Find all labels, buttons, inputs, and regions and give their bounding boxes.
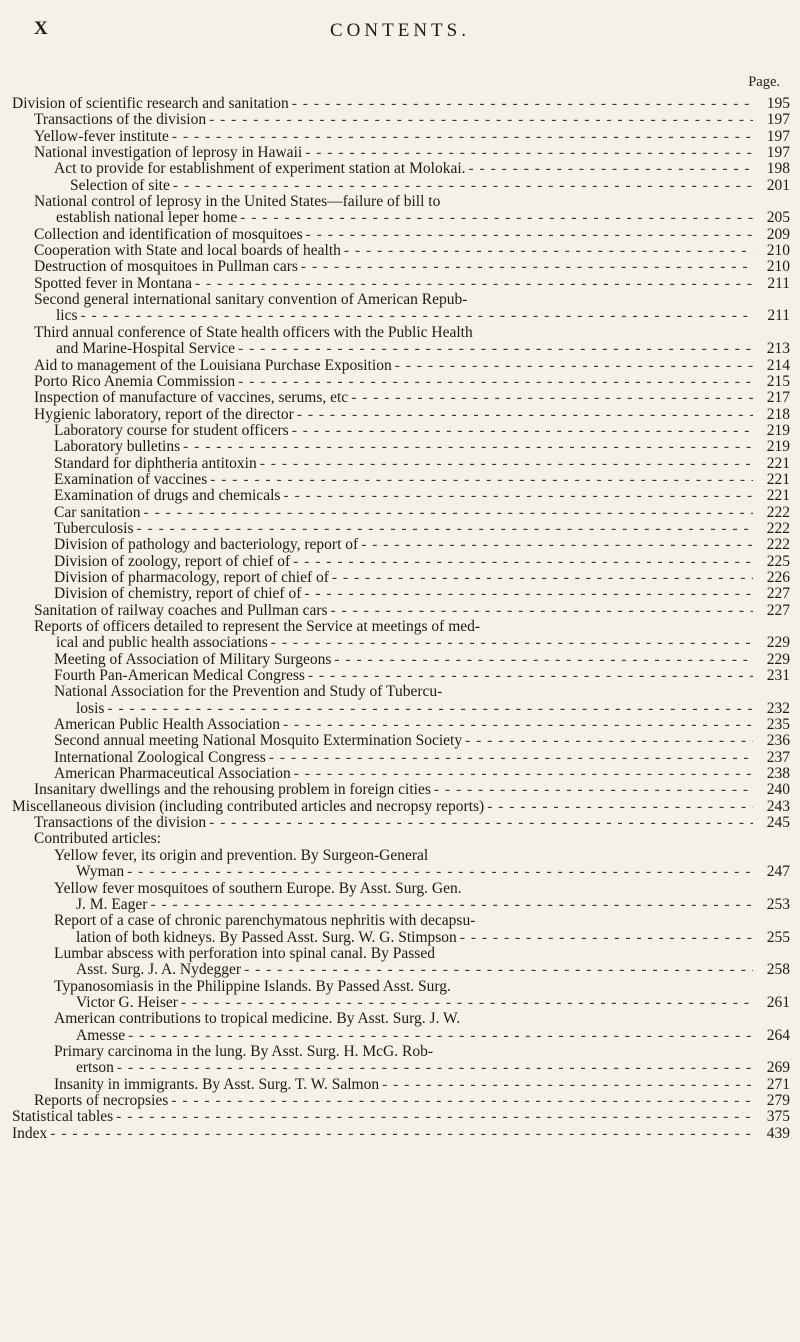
toc-line — [12, 897, 790, 913]
toc-line — [12, 341, 790, 357]
toc-page-number: 279 — [766, 1091, 790, 1109]
toc-entry — [12, 1077, 790, 1093]
toc-page-number: 240 — [766, 781, 790, 799]
toc-line — [12, 586, 790, 602]
toc-entry-title: Reports of necropsies — [34, 1091, 169, 1109]
dot-leader — [116, 1109, 753, 1125]
toc-entry-title: lics — [56, 307, 78, 325]
toc-entry — [12, 390, 790, 406]
toc-page-number: 222 — [766, 536, 790, 554]
toc-line — [12, 456, 790, 472]
toc-page-number: 232 — [766, 699, 790, 717]
toc-entry — [12, 358, 790, 374]
dot-leader — [361, 537, 753, 553]
toc-page-number: 253 — [766, 895, 790, 913]
dot-leader — [209, 815, 753, 831]
toc-page-number: 211 — [767, 307, 790, 325]
toc-entry — [12, 537, 790, 553]
dot-leader — [294, 766, 753, 782]
toc-line — [12, 1126, 790, 1142]
toc-entry-title: Porto Rico Anemia Commission — [34, 372, 236, 390]
toc-page-number: 375 — [766, 1108, 790, 1126]
toc-page-number: 201 — [766, 176, 790, 194]
toc-entry — [12, 1109, 790, 1125]
toc-entry-title: Tuberculosis — [54, 519, 134, 537]
toc-entry-title: Meeting of Association of Military Surgeons — [54, 650, 332, 668]
toc-entry-title: Division of pathology and bacteriology, report of — [54, 536, 359, 554]
dot-leader — [172, 129, 753, 145]
toc-line — [12, 374, 790, 390]
toc-line — [12, 1077, 790, 1093]
toc-entry — [12, 227, 790, 243]
dot-leader — [331, 603, 753, 619]
toc-entry — [12, 668, 790, 684]
toc-line — [12, 1093, 790, 1109]
toc-entry-title: J. M. Eager — [76, 895, 148, 913]
toc-line — [12, 864, 790, 880]
toc-page-number: 258 — [766, 961, 790, 979]
toc-page-number: 247 — [766, 863, 790, 881]
dot-leader — [128, 1028, 753, 1044]
toc-entry-title: Statistical tables — [12, 1108, 114, 1126]
toc-line — [12, 913, 790, 929]
toc-line — [12, 946, 790, 962]
toc-line — [12, 1060, 790, 1076]
toc-entry-title: Yellow fever mosquitoes of southern Europe. By Asst. Surg. Gen. — [54, 879, 462, 897]
toc-page-number: 214 — [766, 356, 790, 374]
dot-leader — [269, 750, 753, 766]
toc-line — [12, 407, 790, 423]
toc-line — [12, 178, 790, 194]
toc-page-number: 222 — [766, 519, 790, 537]
toc-page-number: 235 — [766, 716, 790, 734]
toc-entry-title: Cooperation with State and local boards of health — [34, 242, 341, 260]
dot-leader — [50, 1126, 753, 1142]
toc-line — [12, 308, 790, 324]
toc-page-number: 229 — [766, 634, 790, 652]
toc-page-number: 198 — [766, 160, 790, 178]
toc-page-number: 269 — [766, 1059, 790, 1077]
dot-leader — [283, 488, 753, 504]
toc-entry-title: American contributions to tropical medicine. By Asst. Surg. J. W. — [54, 1010, 461, 1028]
toc-line — [12, 488, 790, 504]
toc-entry-title: Division of chemistry, report of chief of — [54, 585, 302, 603]
toc-line — [12, 390, 790, 406]
page-folio: X — [34, 18, 49, 39]
toc-page-number: 238 — [766, 765, 790, 783]
dot-leader — [297, 407, 753, 423]
toc-line — [12, 227, 790, 243]
toc-entry — [12, 194, 790, 227]
toc-entry-title: and Marine-Hospital Service — [56, 340, 236, 358]
toc-page-number: 213 — [766, 340, 790, 358]
toc-entry-title: Typanosomiasis in the Philippine Islands. By Passed Asst. Surg. — [54, 977, 451, 995]
toc-entry — [12, 554, 790, 570]
toc-entry-title: Wyman — [76, 863, 125, 881]
dot-leader — [292, 423, 753, 439]
toc-line — [12, 1011, 790, 1027]
dot-leader — [195, 276, 753, 292]
dot-leader — [305, 145, 753, 161]
toc-entry-title: Yellow-fever institute — [34, 127, 169, 145]
dot-leader — [137, 521, 753, 537]
toc-entry-title: Selection of site — [70, 176, 170, 194]
toc-entry-title: Contributed articles: — [34, 830, 161, 848]
toc-page-number: 210 — [766, 258, 790, 276]
toc-entry-title: Laboratory course for student officers — [54, 421, 289, 439]
toc-entry-title: Inspection of manufacture of vaccines, serums, etc — [34, 389, 349, 407]
toc-line — [12, 799, 790, 815]
toc-page-number: 218 — [766, 405, 790, 423]
toc-entry — [12, 276, 790, 292]
toc-page-number: 227 — [766, 601, 790, 619]
toc-entry — [12, 1011, 790, 1044]
toc-line — [12, 668, 790, 684]
page-header — [0, 10, 800, 50]
toc-page-number: 197 — [766, 127, 790, 145]
toc-line — [12, 161, 790, 177]
toc-page-number: 237 — [766, 748, 790, 766]
toc-page-number: 226 — [766, 568, 790, 586]
dot-leader — [240, 210, 753, 226]
dot-leader — [332, 570, 753, 586]
toc-page-number: 222 — [766, 503, 790, 521]
toc-entry — [12, 766, 790, 782]
toc-entry-title: Fourth Pan-American Medical Congress — [54, 667, 305, 685]
dot-leader — [283, 717, 753, 733]
dot-leader — [469, 161, 753, 177]
toc-entry-title: International Zoological Congress — [54, 748, 266, 766]
toc-entry-title: Insanity in immigrants. By Asst. Surg. T. W. Salmon — [54, 1075, 380, 1093]
toc-entry-title: Destruction of mosquitoes in Pullman cars — [34, 258, 298, 276]
toc-entry — [12, 848, 790, 881]
toc-page-number: 211 — [767, 274, 790, 292]
dot-leader — [183, 439, 753, 455]
toc-entry — [12, 815, 790, 831]
toc-line — [12, 194, 790, 210]
toc-entry-title: Victor G. Heiser — [76, 993, 178, 1011]
table-of-contents — [12, 96, 790, 1142]
toc-line — [12, 292, 790, 308]
toc-entry — [12, 96, 790, 112]
toc-line — [12, 276, 790, 292]
toc-entry — [12, 521, 790, 537]
toc-line — [12, 243, 790, 259]
dot-leader — [306, 227, 753, 243]
toc-entry — [12, 1044, 790, 1077]
dot-leader — [293, 554, 753, 570]
toc-page-number: 255 — [766, 928, 790, 946]
toc-line — [12, 930, 790, 946]
dot-leader — [107, 701, 753, 717]
toc-line — [12, 439, 790, 455]
toc-entry-title: Reports of officers detailed to represent the Service at meetings of med- — [34, 618, 481, 635]
toc-entry — [12, 913, 790, 946]
dot-leader — [144, 505, 753, 521]
toc-entry — [12, 831, 790, 847]
dot-leader — [244, 962, 753, 978]
dot-leader — [171, 1093, 753, 1109]
toc-entry-title: Spotted fever in Montana — [34, 274, 192, 292]
dot-leader — [395, 358, 753, 374]
toc-page-number: 264 — [766, 1026, 790, 1044]
toc-entry — [12, 161, 790, 177]
dot-leader — [434, 782, 753, 798]
dot-leader — [465, 733, 753, 749]
toc-line — [12, 554, 790, 570]
toc-line — [12, 733, 790, 749]
toc-line — [12, 619, 790, 635]
toc-entry-title: Sanitation of railway coaches and Pullman cars — [34, 601, 328, 619]
toc-entry — [12, 979, 790, 1012]
dot-leader — [209, 112, 753, 128]
toc-entry — [12, 684, 790, 717]
toc-entry — [12, 881, 790, 914]
toc-page-number: 243 — [766, 797, 790, 815]
toc-entry-title: American Pharmaceutical Association — [54, 765, 291, 783]
toc-entry-title: Act to provide for establishment of experiment station at Molokai. — [54, 160, 466, 178]
toc-entry — [12, 129, 790, 145]
toc-entry-title: National Association for the Prevention and Study of Tubercu- — [54, 683, 443, 701]
toc-line — [12, 537, 790, 553]
toc-page-number: 231 — [766, 667, 790, 685]
toc-line — [12, 815, 790, 831]
toc-page-number: 236 — [766, 732, 790, 750]
toc-page-number: 210 — [766, 242, 790, 260]
dot-leader — [150, 897, 753, 913]
toc-entry — [12, 782, 790, 798]
toc-entry — [12, 407, 790, 423]
toc-entry-title: losis — [76, 699, 105, 717]
toc-entry-title: Second annual meeting National Mosquito Extermination Society — [54, 732, 463, 750]
toc-entry-title: Report of a case of chronic parenchymatous nephritis with decapsu- — [54, 912, 476, 930]
toc-line — [12, 995, 790, 1011]
dot-leader — [238, 374, 753, 390]
toc-entry — [12, 1126, 790, 1142]
dot-leader — [308, 668, 753, 684]
toc-line — [12, 684, 790, 700]
toc-entry — [12, 1093, 790, 1109]
toc-page-number: 197 — [766, 144, 790, 162]
toc-page-number: 221 — [766, 487, 790, 505]
toc-line — [12, 750, 790, 766]
toc-line — [12, 635, 790, 651]
dot-leader — [344, 243, 753, 259]
toc-line — [12, 1028, 790, 1044]
toc-entry-title: Third annual conference of State health officers with the Public Health — [34, 323, 473, 341]
toc-entry-title: Division of zoology, report of chief of — [54, 552, 291, 570]
toc-line — [12, 129, 790, 145]
toc-line — [12, 96, 790, 112]
toc-page-number: 271 — [766, 1075, 790, 1093]
toc-line — [12, 570, 790, 586]
toc-entry-title: ertson — [76, 1059, 114, 1077]
toc-entry — [12, 243, 790, 259]
toc-line — [12, 505, 790, 521]
dot-leader — [181, 995, 753, 1011]
toc-entry-title: American Public Health Association — [54, 716, 280, 734]
dot-leader — [260, 456, 753, 472]
toc-line — [12, 1109, 790, 1125]
toc-entry — [12, 603, 790, 619]
toc-page-number: 219 — [766, 438, 790, 456]
dot-leader — [351, 390, 753, 406]
toc-line — [12, 472, 790, 488]
toc-line — [12, 782, 790, 798]
toc-page-number: 245 — [766, 814, 790, 832]
toc-entry — [12, 439, 790, 455]
toc-line — [12, 881, 790, 897]
toc-entry-title: Insanitary dwellings and the rehousing problem in foreign cities — [34, 781, 431, 799]
dot-leader — [127, 864, 753, 880]
toc-entry-title: Yellow fever, its origin and prevention. By Surgeon-General — [54, 846, 429, 864]
toc-entry-title: National control of leprosy in the United States—failure of bill to — [34, 193, 441, 211]
toc-entry-title: Collection and identification of mosquitoes — [34, 225, 303, 243]
toc-line — [12, 423, 790, 439]
toc-line — [12, 521, 790, 537]
toc-entry-title: Division of scientific research and sanitation — [12, 95, 289, 112]
toc-page-number: 225 — [766, 552, 790, 570]
toc-line — [12, 701, 790, 717]
toc-entry-title: Lumbar abscess with perforation into spinal canal. By Passed — [54, 944, 435, 962]
dot-leader — [173, 178, 753, 194]
toc-entry-title: National investigation of leprosy in Hawaii — [34, 144, 303, 162]
toc-line — [12, 1044, 790, 1060]
toc-page-number: 229 — [766, 650, 790, 668]
toc-entry-title: ical and public health associations — [56, 634, 268, 652]
dot-leader — [271, 635, 753, 651]
toc-line — [12, 358, 790, 374]
toc-line — [12, 831, 790, 847]
dot-leader — [238, 341, 753, 357]
toc-page-number: 209 — [766, 225, 790, 243]
toc-entry-title: Laboratory bulletins — [54, 438, 181, 456]
toc-entry — [12, 652, 790, 668]
dot-leader — [117, 1060, 753, 1076]
toc-entry-title: Second general international sanitary convention of American Repub- — [34, 291, 468, 309]
toc-line — [12, 210, 790, 226]
toc-entry — [12, 505, 790, 521]
toc-page-number: 215 — [766, 372, 790, 390]
toc-entry — [12, 717, 790, 733]
toc-line — [12, 603, 790, 619]
toc-entry — [12, 423, 790, 439]
toc-entry — [12, 112, 790, 128]
toc-line — [12, 145, 790, 161]
toc-entry-title: establish national leper home — [56, 209, 238, 227]
dot-leader — [304, 586, 753, 602]
toc-entry-title: Examination of drugs and chemicals — [54, 487, 281, 505]
dot-leader — [334, 652, 753, 668]
toc-entry — [12, 570, 790, 586]
toc-entry-title: Miscellaneous division (including contributed articles and necropsy reports) — [12, 797, 485, 815]
toc-page-number: 217 — [766, 389, 790, 407]
dot-leader — [301, 259, 753, 275]
toc-page-number: 261 — [766, 993, 790, 1011]
toc-entry-title: Hygienic laboratory, report of the director — [34, 405, 294, 423]
toc-line — [12, 259, 790, 275]
toc-entry — [12, 325, 790, 358]
toc-entry-title: Examination of vaccines — [54, 470, 208, 488]
toc-entry — [12, 259, 790, 275]
toc-line — [12, 979, 790, 995]
toc-entry — [12, 799, 790, 815]
toc-entry — [12, 472, 790, 488]
toc-page-number: 221 — [766, 454, 790, 472]
dot-leader — [487, 799, 753, 815]
toc-entry — [12, 374, 790, 390]
toc-page-number: 227 — [766, 585, 790, 603]
toc-line — [12, 112, 790, 128]
toc-page-number: 205 — [766, 209, 790, 227]
toc-entry — [12, 619, 790, 652]
toc-page-number: 219 — [766, 421, 790, 439]
toc-entry — [12, 750, 790, 766]
toc-line — [12, 766, 790, 782]
toc-entry-title: Car sanitation — [54, 503, 141, 521]
toc-line — [12, 848, 790, 864]
toc-entry-title: Index — [12, 1124, 48, 1142]
dot-leader — [292, 96, 753, 112]
toc-page-number: 197 — [766, 111, 790, 129]
toc-line — [12, 962, 790, 978]
toc-line — [12, 325, 790, 341]
toc-entry-title: Asst. Surg. J. A. Nydegger — [76, 961, 242, 979]
toc-entry-title: Transactions of the division — [34, 814, 207, 832]
toc-entry-title: lation of both kidneys. By Passed Asst. Surg. W. G. Stimpson — [76, 928, 457, 946]
toc-entry — [12, 178, 790, 194]
toc-entry — [12, 145, 790, 161]
toc-entry — [12, 456, 790, 472]
toc-line — [12, 652, 790, 668]
toc-entry-title: Standard for diphtheria antitoxin — [54, 454, 257, 472]
dot-leader — [81, 308, 753, 324]
dot-leader — [460, 930, 753, 946]
toc-entry — [12, 488, 790, 504]
toc-entry-title: Amesse — [76, 1026, 126, 1044]
toc-entry — [12, 586, 790, 602]
toc-entry-title: Transactions of the division — [34, 111, 207, 129]
toc-page-number: 439 — [766, 1124, 790, 1142]
toc-line — [12, 717, 790, 733]
toc-entry-title: Aid to management of the Louisiana Purchase Exposition — [34, 356, 392, 374]
page-column-label: Page. — [748, 74, 780, 90]
toc-page-number: 221 — [766, 470, 790, 488]
toc-page-number: 195 — [766, 95, 790, 112]
toc-entry — [12, 946, 790, 979]
toc-entry-title: Division of pharmacology, report of chief of — [54, 568, 329, 586]
toc-entry — [12, 292, 790, 325]
toc-entry-title: Primary carcinoma in the lung. By Asst. Surg. H. McG. Rob- — [54, 1042, 434, 1060]
dot-leader — [382, 1077, 753, 1093]
toc-entry — [12, 733, 790, 749]
running-title: CONTENTS. — [330, 20, 470, 41]
dot-leader — [210, 472, 753, 488]
